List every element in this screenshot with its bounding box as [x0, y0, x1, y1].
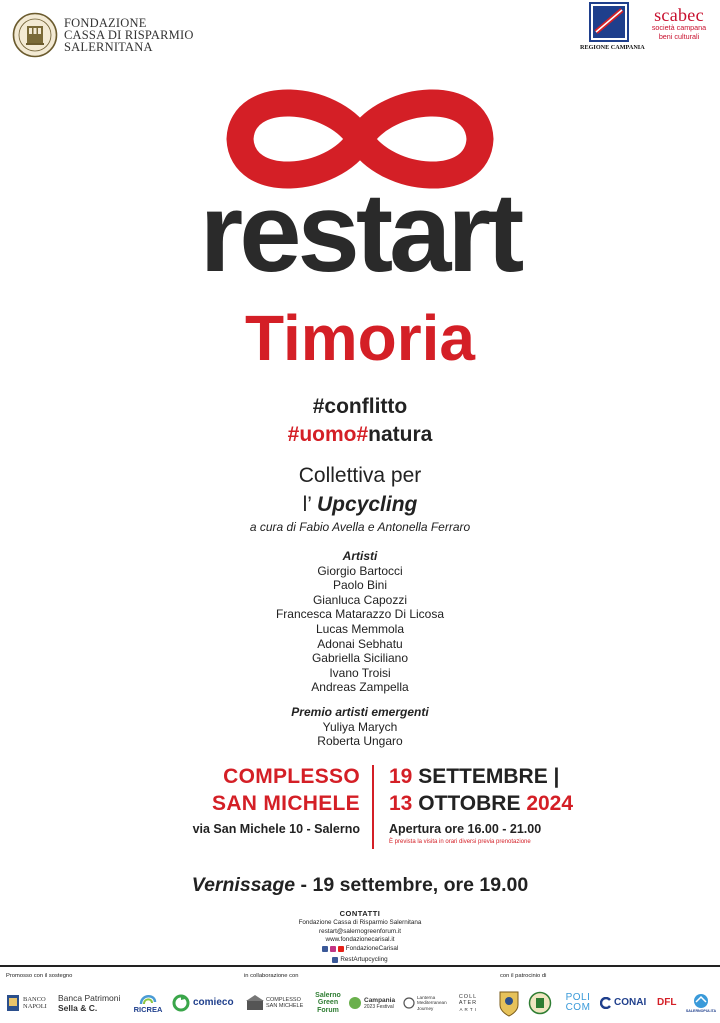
venue-name — [170, 763, 360, 817]
scabec-sub-1: società campana — [651, 23, 707, 32]
exhibition-line-1: Collettiva per — [298, 464, 422, 487]
scabec-sub-2: beni culturali — [658, 31, 700, 41]
social-row-2 — [332, 956, 387, 965]
campania-festival-line-1: Campania — [364, 996, 396, 1004]
green-forum-line-2: Green — [317, 999, 339, 1007]
emerging-artist-name: Roberta Ungaro — [317, 734, 403, 749]
social-handle-2[interactable]: RestArtupcycling — [340, 955, 388, 963]
sella-line-2: Sella & C. — [58, 1003, 98, 1013]
venue-address: via San Michele 10 - Salerno — [192, 822, 360, 836]
tag-natura: natura — [368, 423, 433, 446]
scabec-logo — [648, 6, 710, 54]
provincia-crest-icon — [498, 989, 520, 1017]
scabec-name: scabec — [654, 5, 704, 25]
comieco-name: comieco — [193, 997, 234, 1008]
artist-name: Lucas Memmola — [315, 621, 405, 636]
conai-name: CONAI — [614, 997, 647, 1008]
provincia-crest-logo — [498, 987, 522, 1019]
collater-line-3: A R T I — [459, 1006, 477, 1012]
artist-name: Giorgio Bartocci — [317, 563, 403, 578]
regione-campania-label: REGIONE CAMPANIA — [580, 44, 645, 51]
emerging-heading: Premio artisti emergenti — [291, 705, 429, 719]
campania-festival-line-2: 2023 Festival — [364, 1003, 394, 1010]
exhibition-dates — [389, 763, 649, 817]
vernissage — [0, 872, 720, 898]
artist-name: Gianluca Capozzi — [312, 592, 408, 607]
tag-uomo-natura — [0, 422, 720, 448]
conai-icon — [600, 997, 612, 1009]
salerno-pulita-name: SALERNOPULITA — [685, 1008, 717, 1013]
policom-line-2: COM — [565, 1002, 591, 1013]
ricrea-name: RICREA — [133, 1005, 163, 1014]
tag-hash: # — [356, 423, 369, 446]
comune-crest-icon — [528, 991, 552, 1015]
artist-name: Adonai Sebhatu — [317, 636, 403, 651]
opening-hours: Apertura ore 16.00 - 21.00 — [389, 822, 542, 836]
comieco-logo — [172, 987, 238, 1019]
foundation-line-1: FONDAZIONE — [64, 16, 147, 30]
tag-conflitto: #conflitto — [312, 395, 408, 418]
facebook-icon — [332, 957, 338, 963]
foundation-line-2: CASSA DI RISPARMIO — [64, 28, 194, 42]
end-day: 13 — [389, 792, 413, 815]
start-day: 19 — [389, 765, 413, 788]
policom-line-1: POLI — [565, 992, 591, 1003]
footer-divider — [0, 965, 720, 967]
contacts-email[interactable]: restart@salernogreenforum.it — [319, 927, 401, 935]
artist-name: Gabriella Siciliano — [311, 651, 409, 666]
exhibition-line-2 — [0, 491, 720, 519]
banco-napoli-name: BANCO NAPOLI — [23, 996, 47, 1010]
green-forum-line-1: Salerno — [315, 991, 341, 999]
venue-line-2: SAN MICHELE — [212, 792, 360, 815]
complesso-line-2: SAN MICHELE — [266, 1003, 304, 1009]
facebook-icon — [322, 946, 328, 952]
contacts-website[interactable]: www.fondazionecarisal.it — [325, 936, 395, 944]
contacts-block — [0, 909, 720, 967]
collater-line-1: COLL — [458, 993, 478, 1000]
salerno-pulita-icon — [692, 993, 710, 1009]
label-collaboration: in collaborazione con — [244, 973, 299, 979]
mediterranean-line-3: Journey — [417, 1005, 434, 1011]
tag-uomo: #uomo — [287, 423, 357, 446]
venue-date-divider — [372, 765, 374, 849]
artist-name: Paolo Bini — [332, 578, 388, 593]
artists-heading: Artisti — [342, 549, 378, 563]
sella-logo — [58, 987, 122, 1019]
ricrea-swirl-icon — [138, 992, 158, 1006]
social-handle-1[interactable]: FondazioneCarisal — [345, 944, 399, 952]
dfl-name: DFL — [657, 997, 677, 1008]
restart-wordmark: restart — [199, 170, 521, 295]
regione-campania-crest-icon — [584, 2, 634, 44]
artist-name: Andreas Zampella — [311, 680, 409, 695]
campania-festival-logo — [348, 987, 400, 1019]
complesso-line-1: COMPLESSO — [266, 996, 301, 1003]
banco-napoli-crest-icon — [6, 994, 20, 1012]
exhibition-line-2-prefix: l’ — [302, 493, 318, 516]
artists-list — [0, 549, 720, 695]
venue-line-1: COMPLESSO — [223, 765, 360, 788]
mediterranean-line-1: Lanterna — [417, 994, 436, 1000]
label-patronage: con il patrocinio di — [500, 973, 547, 979]
end-date — [389, 790, 649, 817]
end-month: OTTOBRE — [412, 792, 527, 815]
mediterranean-journey-icon — [403, 997, 415, 1009]
regione-campania-logo — [580, 2, 645, 58]
dfl-logo — [657, 987, 681, 1019]
instagram-icon — [330, 946, 336, 952]
curators: a cura di Fabio Avella e Antonella Ferraro — [249, 520, 471, 534]
green-forum-line-3: Forum — [317, 1006, 339, 1014]
foundation-name — [64, 17, 194, 53]
emerging-artist-name: Yuliya Marych — [322, 719, 398, 734]
contacts-heading: CONTATTI — [339, 909, 381, 918]
booking-note: È prevista la visita in orari diversi previa prenotazione — [389, 839, 531, 845]
campania-festival-text — [364, 997, 395, 1010]
collater-arti-logo — [454, 987, 482, 1019]
foundation-seal-icon — [12, 12, 58, 58]
start-date — [389, 763, 649, 790]
mediterranean-text — [417, 995, 447, 1012]
mediterranean-line-2: Mediterranean — [417, 1000, 447, 1006]
emerging-artists-list — [0, 705, 720, 749]
mediterranean-journey-logo — [403, 987, 451, 1019]
collater-line-2: ATER — [458, 1000, 478, 1006]
complesso-san-michele-logo — [246, 987, 308, 1019]
artist-name: Ivano Troisi — [329, 665, 391, 680]
conai-logo — [600, 987, 652, 1019]
artist-name: Francesca Matarazzo Di Licosa — [275, 607, 445, 622]
banco-napoli-logo — [6, 987, 54, 1019]
campania-festival-icon — [348, 996, 362, 1010]
vernissage-label: Vernissage — [191, 874, 296, 896]
foundation-logo — [12, 10, 202, 60]
comieco-recycle-icon — [172, 994, 190, 1012]
salerno-pulita-logo — [684, 987, 718, 1019]
complesso-text — [266, 997, 303, 1010]
end-year: 2024 — [526, 792, 574, 815]
comune-crest-logo — [528, 987, 554, 1019]
start-month: SETTEMBRE | — [412, 765, 560, 788]
vernissage-date: - 19 settembre, ore 19.00 — [295, 874, 529, 896]
label-promoted: Promosso con il sostegno — [6, 973, 73, 979]
upcycling-word: Upcycling — [317, 493, 418, 516]
ricrea-logo — [126, 987, 170, 1019]
sella-line-1: Banca Patrimoni — [58, 993, 121, 1003]
youtube-icon — [338, 946, 344, 952]
salerno-green-forum-logo — [311, 987, 345, 1019]
policom-logo — [562, 987, 594, 1019]
contacts-org: Fondazione Cassa di Risparmio Salernitana — [298, 919, 422, 926]
social-row-1 — [322, 945, 399, 954]
timoria-title: Timoria — [245, 302, 475, 374]
complesso-building-icon — [246, 995, 264, 1011]
foundation-line-3: SALERNITANA — [64, 40, 153, 54]
